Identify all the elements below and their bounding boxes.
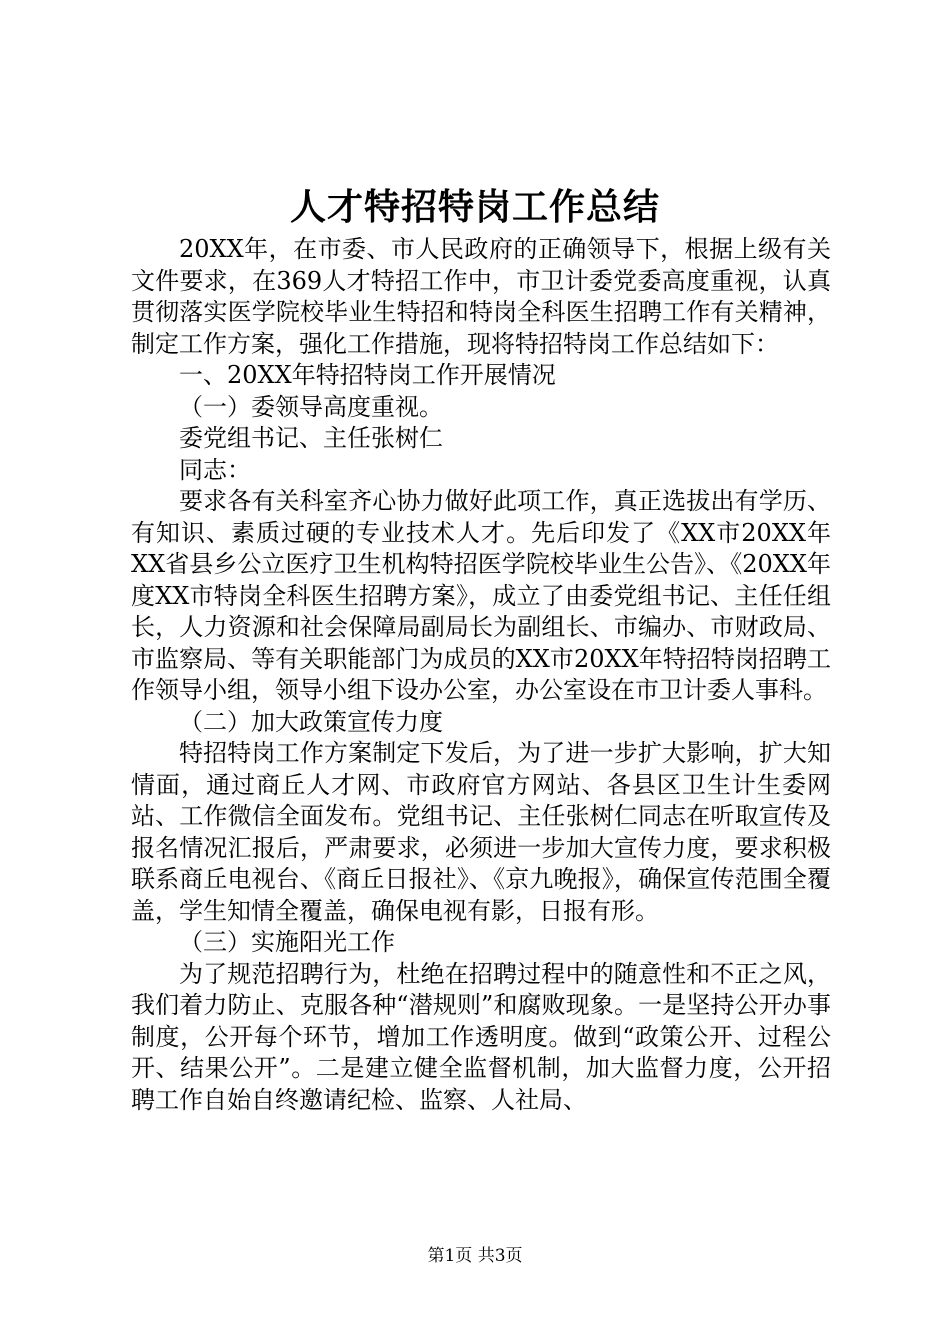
document-title: 人才特招特岗工作总结 bbox=[289, 186, 660, 228]
paragraph-transparency: 为了规范招聘行为，杜绝在招聘过程中的随意性和不正之风，我们着力防止、克服各种“潜规则”和腐败现象。一是坚持公开办事制度，公开每个环节，增加工作透明度。做到“政策公开、过程公开、结果公开”。二是建立健全监督机制，加大监督力度，公开招聘工作自始自终邀请纪检、监察、人社局、 bbox=[131, 959, 831, 1114]
paragraph-publicity: 特招特岗工作方案制定下发后，为了进一步扩大影响，扩大知情面，通过商丘人才网、市政府官方网站、各县区卫生计生委网站、工作微信全面发布。党组书记、主任张树仁同志在听取宣传及报名情况汇报后，严肃要求，必须进一步加大宣传力度，要求积极联系商丘电视台、《商丘日报社》、《京九晚报》，确保宣传范围全覆盖，学生知情全覆盖，确保电视有影，日报有形。 bbox=[131, 739, 831, 925]
subheading-3: （三）实施阳光工作 bbox=[179, 928, 395, 956]
document-body bbox=[131, 234, 831, 1116]
paragraph-intro: 20XX年，在市委、市人民政府的正确领导下，根据上级有关文件要求，在369人才特招工作中，市卫计委党委高度重视，认真贯彻落实医学院校毕业生特招和特岗全科医生招聘工作有关精神，制定工作方案，强化工作措施，现将特招特岗工作总结如下： bbox=[131, 235, 831, 358]
subheading-2: （二）加大政策宣传力度 bbox=[179, 707, 443, 736]
paragraph-requirements: 要求各有关科室齐心协力做好此项工作，真正选拔出有学历、有知识、素质过硬的专业技术人才。先后印发了《XX市20XX年XX省县乡公立医疗卫生机构特招医学院校毕业生公告》、《20XX年度XX市特岗全科医生招聘方案》，成立了由委党组书记、主任任组长，人力资源和社会保障局副局长为副组长、市编办、市财政局、市监察局、等有关职能部门为成员的XX市20XX年特招特岗招聘工作领导小组，领导小组下设办公室，办公室设在市卫计委人事科。 bbox=[131, 487, 831, 704]
heading-section-1: 一、20XX年特招特岗工作开展情况 bbox=[179, 361, 556, 389]
paragraph-comrade: 同志： bbox=[179, 455, 251, 484]
subheading-1: （一）委领导高度重视。 bbox=[179, 392, 443, 421]
page-number-footer: 第1页 共3页 bbox=[427, 1246, 523, 1266]
paragraph-leader: 委党组书记、主任张树仁 bbox=[179, 424, 443, 452]
